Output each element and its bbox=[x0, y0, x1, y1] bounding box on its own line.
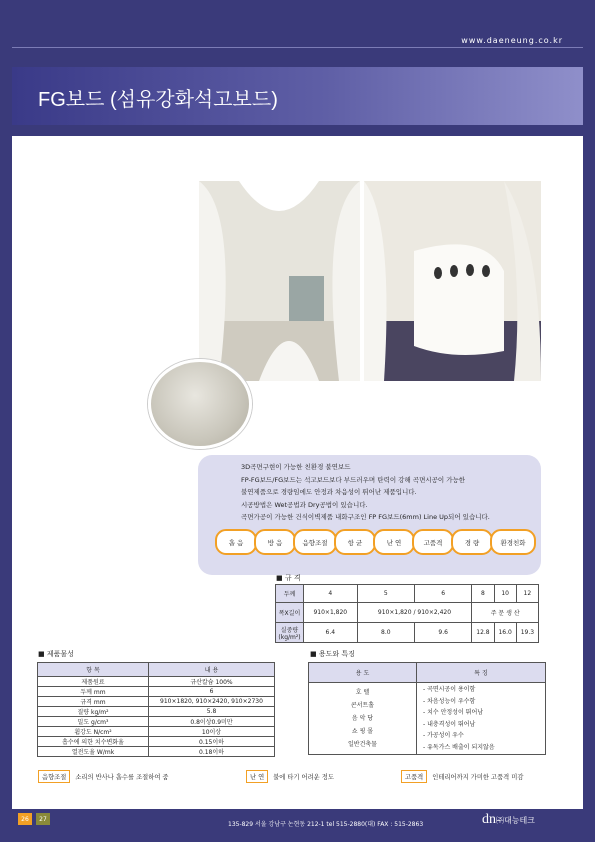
spec-cell: 12 bbox=[516, 585, 538, 603]
product-item: 열전도율 W/mk bbox=[38, 747, 149, 757]
board-sample-image bbox=[148, 359, 252, 449]
spec-table bbox=[275, 584, 539, 643]
badge-premium: 고품격 bbox=[412, 529, 454, 555]
spec-cell: 주 문 생 산 bbox=[472, 603, 539, 623]
spec-cell: 4 bbox=[304, 585, 358, 603]
badge-sound-absorption: 흡 음 bbox=[215, 529, 257, 555]
curved-corridor-image bbox=[364, 181, 541, 381]
usage-header: 특 징 bbox=[417, 663, 546, 683]
feature-line: 시공방법은 Wet공법과 Dry공법이 있습니다. bbox=[241, 501, 368, 509]
spec-cell: 10 bbox=[494, 585, 516, 603]
product-value: 0.8이상0.9미만 bbox=[149, 717, 275, 727]
product-item: 휨강도 N/cm² bbox=[38, 727, 149, 737]
usage-feature: - 치수 안정성이 뛰어남 bbox=[423, 709, 484, 716]
product-header: 내 용 bbox=[149, 663, 275, 677]
product-header: 항 목 bbox=[38, 663, 149, 677]
note-premium bbox=[401, 770, 523, 783]
product-value: 0.18이하 bbox=[149, 747, 275, 757]
product-item: 규격 mm bbox=[38, 697, 149, 707]
usage-item: 음 악 당 bbox=[351, 715, 374, 722]
spec-row-label: 두께 bbox=[276, 585, 304, 603]
title-bar bbox=[12, 67, 583, 125]
spec-cell: 9.6 bbox=[414, 623, 471, 643]
usage-item: 호 텔 bbox=[355, 689, 370, 696]
product-item: 두께 mm bbox=[38, 687, 149, 697]
spec-cell: 12.8 bbox=[472, 623, 494, 643]
usage-uses-cell bbox=[309, 683, 417, 755]
usage-header: 용 도 bbox=[309, 663, 417, 683]
badge-antibacterial: 항 균 bbox=[334, 529, 376, 555]
spec-row-label: 실중량(kg/m²) bbox=[276, 623, 304, 643]
logo-text: ㈜대능테크 bbox=[496, 816, 535, 825]
spec-cell: 19.3 bbox=[516, 623, 538, 643]
company-address: 135-829 서울 강남구 논현동 212-1 tel 515-2880(대) FAX : 515-2863 bbox=[228, 821, 424, 828]
feature-line: 3D곡면구현이 가능한 친환경 불연보드 bbox=[241, 463, 351, 471]
usage-item: 콘서트홀 bbox=[350, 702, 375, 709]
badge-soundproof: 방 음 bbox=[254, 529, 296, 555]
badge-lightweight: 경 량 bbox=[451, 529, 493, 555]
website-url[interactable]: www.daeneung.co.kr bbox=[461, 36, 563, 45]
product-table bbox=[37, 662, 275, 757]
note-flame bbox=[246, 770, 334, 783]
usage-feature: - 유독가스 배출이 되지않음 bbox=[423, 743, 495, 751]
badge-flame-retardant: 난 연 bbox=[373, 529, 415, 555]
note-tag: 음향조절 bbox=[38, 770, 70, 783]
badge-eco-friendly: 환경친화 bbox=[490, 529, 536, 555]
note-tag: 고품격 bbox=[401, 770, 427, 783]
feature-line: 불연제품으로 경량임에도 안정과 차음성이 뛰어난 제품입니다. bbox=[241, 488, 417, 496]
logo-mark: dn bbox=[482, 812, 496, 827]
arch-interior-image bbox=[199, 181, 360, 381]
product-value: 10이상 bbox=[149, 727, 275, 737]
product-item: 제품원료 bbox=[38, 677, 149, 687]
product-section-title: ■ 제품물성 bbox=[38, 650, 74, 658]
spec-cell: 6.4 bbox=[304, 623, 358, 643]
product-item: 밀도 g/cm³ bbox=[38, 717, 149, 727]
usage-table bbox=[308, 662, 546, 755]
note-text: 불에 타기 어려운 정도 bbox=[273, 774, 334, 781]
header-rule bbox=[12, 47, 583, 48]
usage-feature: - 곡면시공이 용이함 bbox=[423, 686, 476, 693]
feature-line: FP-FG보드/FG보드는 석고보드보다 부드러우며 탄력이 강해 곡면시공이 가능한 bbox=[241, 476, 466, 484]
spec-section-title: ■ 규 격 bbox=[276, 574, 301, 582]
product-item: 질량 kg/m² bbox=[38, 707, 149, 717]
features-panel bbox=[198, 455, 541, 575]
spec-cell: 8 bbox=[472, 585, 494, 603]
product-value: 0.15이하 bbox=[149, 737, 275, 747]
note-tag: 난 연 bbox=[246, 770, 268, 783]
product-value: 5.8 bbox=[149, 707, 275, 717]
usage-item: 쇼 핑 몰 bbox=[351, 728, 374, 735]
spec-cell: 910×1,820 bbox=[304, 603, 358, 623]
badge-acoustic-control: 음향조절 bbox=[293, 529, 337, 555]
product-value: 6 bbox=[149, 687, 275, 697]
note-text: 인테리어까지 가미한 고품격 미감 bbox=[432, 774, 524, 781]
spec-cell: 910×1,820 / 910×2,420 bbox=[357, 603, 472, 623]
interior-photo-left bbox=[199, 181, 360, 381]
spec-cell: 16.0 bbox=[494, 623, 516, 643]
feature-line: 곡면가공이 가능한 건식이벽제품 내화구조인 FP FG보드(6mm) Line Up되어 있습니다. bbox=[241, 513, 490, 521]
interior-photo-right bbox=[364, 181, 541, 381]
product-value: 910×1820, 910×2420, 910×2730 bbox=[149, 697, 275, 707]
company-logo bbox=[482, 812, 535, 828]
usage-features-cell bbox=[417, 683, 546, 755]
note-acoustic bbox=[38, 770, 169, 783]
product-item: 흡수에 의한 치수변화율 bbox=[38, 737, 149, 747]
spec-cell: 5 bbox=[357, 585, 414, 603]
usage-feature: - 가공성이 우수 bbox=[423, 732, 464, 739]
usage-section-title: ■ 용도와 특징 bbox=[310, 650, 355, 658]
usage-feature: - 차음성능이 우수함 bbox=[423, 697, 476, 705]
page-number-right: 27 bbox=[36, 813, 50, 825]
product-value: 규산칼슘 100% bbox=[149, 677, 275, 687]
usage-feature: - 내충격성이 뛰어남 bbox=[423, 720, 476, 728]
page-number-left: 26 bbox=[18, 813, 32, 825]
spec-cell: 6 bbox=[414, 585, 471, 603]
usage-item: 일반건축물 bbox=[348, 741, 377, 748]
spec-cell: 8.0 bbox=[357, 623, 414, 643]
spec-row-label: 폭X길이 bbox=[276, 603, 304, 623]
page-title: FG보드 (섬유강화석고보드) bbox=[38, 89, 278, 111]
note-text: 소리의 반사나 흡수를 조절하여 줌 bbox=[75, 774, 169, 781]
